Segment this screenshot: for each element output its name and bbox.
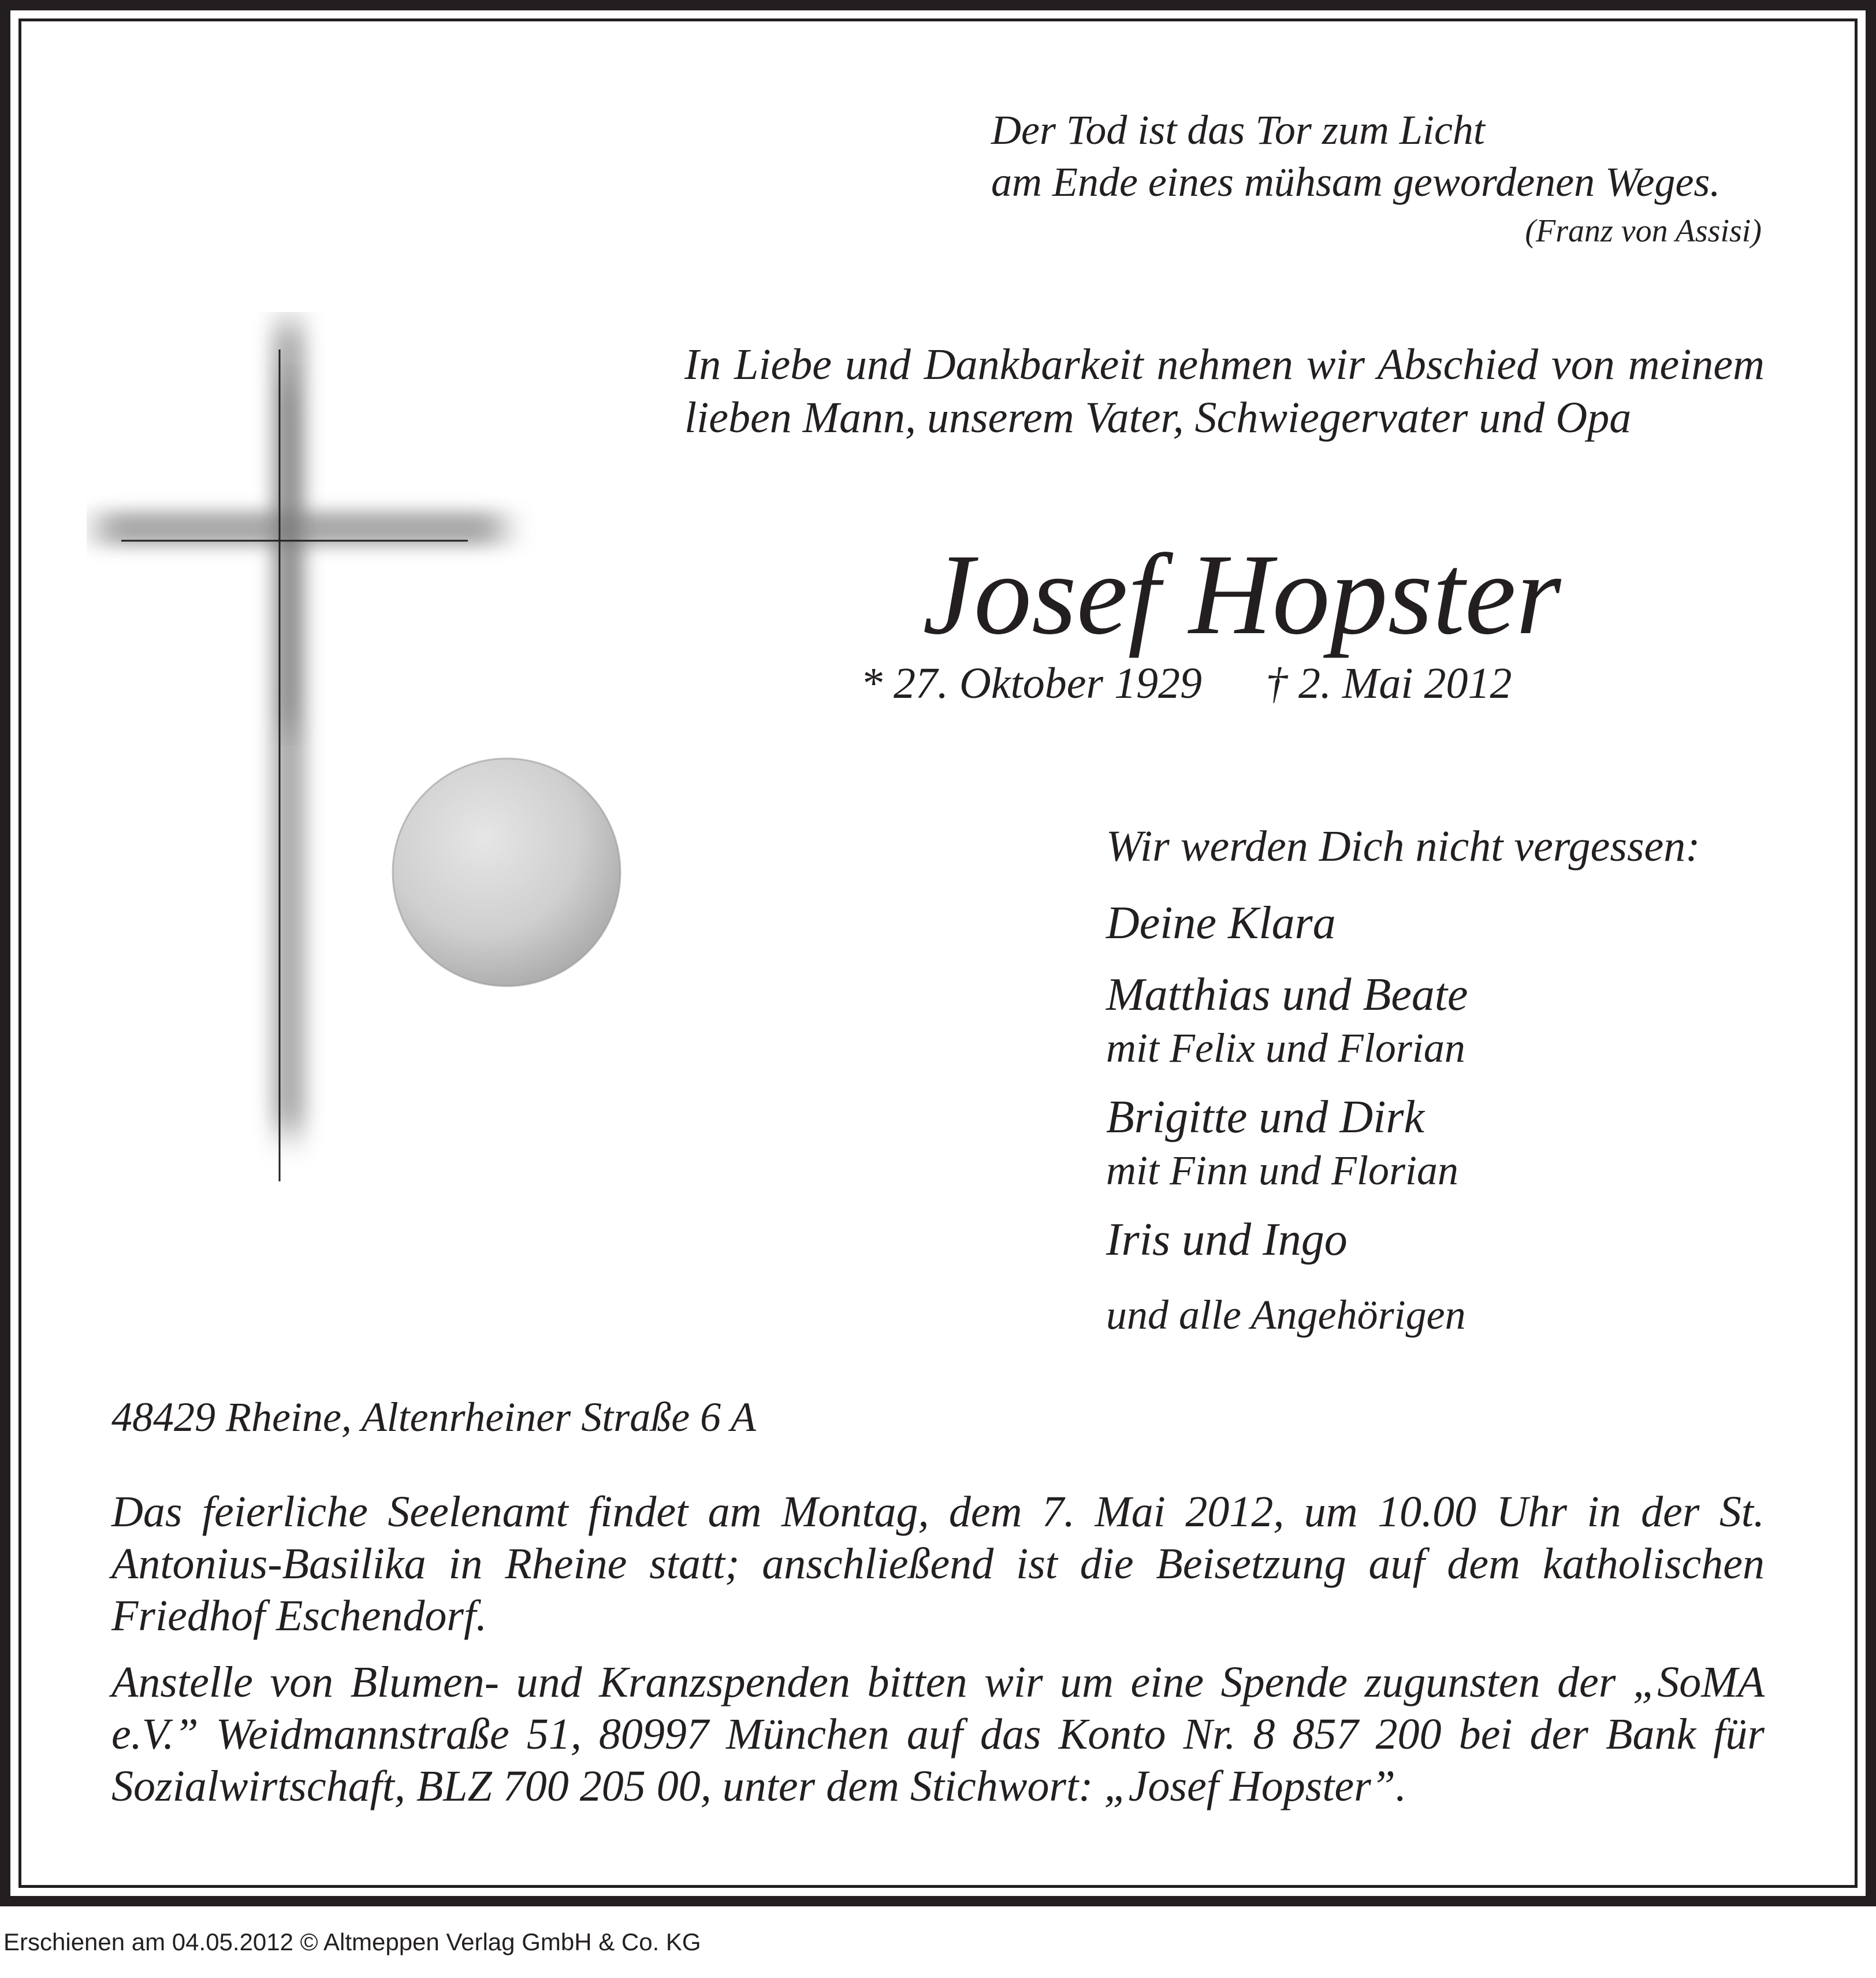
publication-credit: Erschienen am 04.05.2012 © Altmeppen Verlag GmbH & Co. KG bbox=[3, 1928, 701, 1955]
mourners-list bbox=[1106, 820, 1799, 1340]
mourner-children: mit Felix und Florian bbox=[1106, 1025, 1465, 1071]
quote-line: am Ende eines mühsam gewordenen Weges. bbox=[991, 159, 1721, 205]
quote-line: Der Tod ist das Tor zum Licht bbox=[991, 107, 1485, 153]
mourner-name: Brigitte und Dirk bbox=[1106, 1092, 1425, 1143]
mourner-name: Matthias und Beate bbox=[1106, 969, 1468, 1020]
mourners-heading: Wir werden Dich nicht vergessen: bbox=[1106, 822, 1700, 871]
family-address: 48429 Rheine, Altenrheiner Straße 6 A bbox=[111, 1394, 756, 1440]
mourner-children: mit Finn und Florian bbox=[1106, 1147, 1458, 1194]
farewell-intro: In Liebe und Dankbarkeit nehmen wir Abschied von meinem lieben Mann, unserem Vater, Schwiegervater und Opa bbox=[684, 340, 1765, 442]
death-date: † 2. Mai 2012 bbox=[1265, 659, 1512, 708]
cross-icon bbox=[98, 324, 502, 1181]
quote-author: (Franz von Assisi) bbox=[1525, 213, 1762, 249]
funeral-service-info: Das feierliche Seelenamt findet am Montag, dem 7. Mai 2012, um 10.00 Uhr in der St. Antonius-Basilika in Rheine statt; anschließend ist die Beisetzung auf dem katholischen Friedhof Eschendorf. bbox=[111, 1488, 1765, 1640]
mourners-closing: und alle Angehörigen bbox=[1106, 1292, 1466, 1338]
birth-date: * 27. Oktober 1929 bbox=[861, 659, 1203, 708]
deceased-name: Josef Hopster bbox=[922, 531, 1561, 659]
donation-request: Anstelle von Blumen- und Kranzspenden bitten wir um eine Spende zugunsten der „SoMA e.V.” Weidmannstraße 51, 80997 München auf das Konto Nr. 8 857 200 bei der Bank für Sozialwirtschaft, BLZ 700 205 00, unter dem Stichwort: „Josef Hopster”. bbox=[111, 1658, 1765, 1810]
epigraph-quote bbox=[991, 104, 1800, 208]
mourner-name: Iris und Ingo bbox=[1106, 1214, 1348, 1265]
life-dates bbox=[861, 659, 1512, 709]
sphere-icon bbox=[393, 759, 620, 986]
cross-and-sphere-artwork bbox=[87, 312, 664, 1190]
mourner-name: Deine Klara bbox=[1106, 898, 1336, 949]
